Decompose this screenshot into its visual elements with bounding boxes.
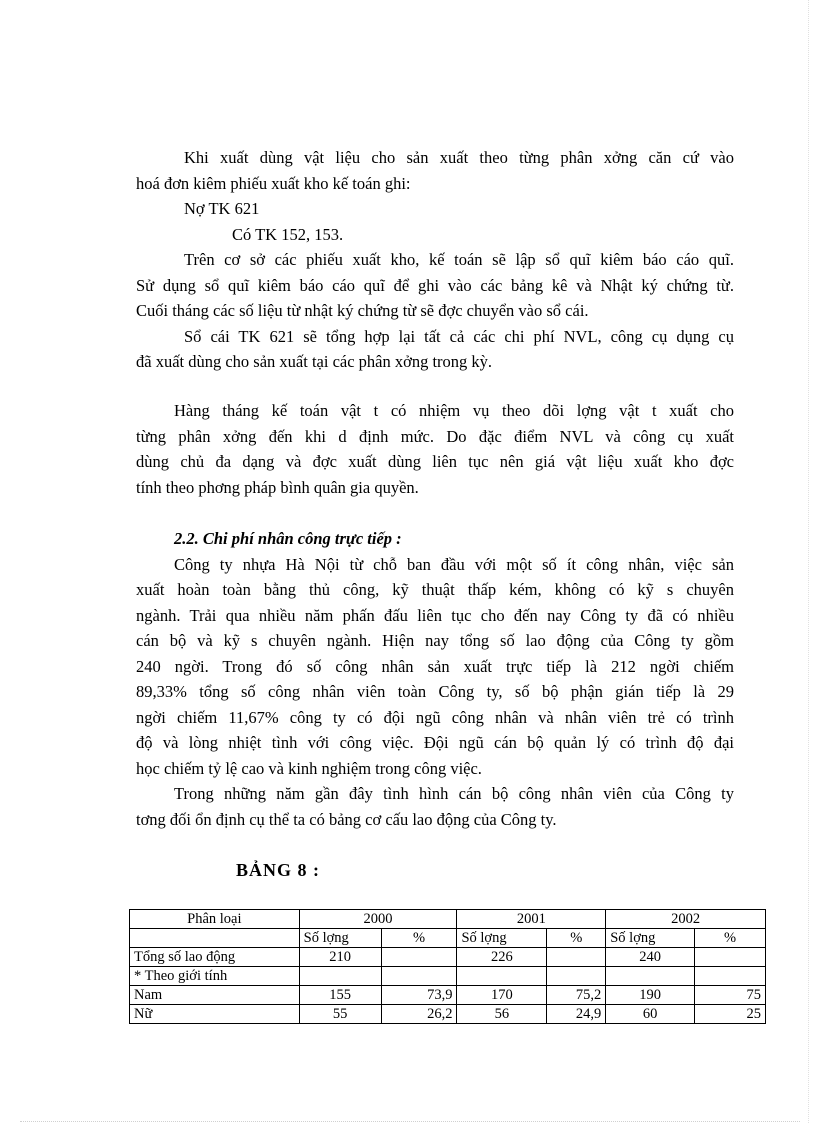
table-cell: 155 xyxy=(299,986,381,1005)
table-cell: 24,9 xyxy=(547,1005,606,1024)
row-label: Tổng số lao động xyxy=(130,948,300,967)
paragraph-line: Sổ cái TK 621 sẽ tổng hợp lại tất cả các chi phí NVL, công cụ dụng cụ xyxy=(184,326,734,346)
table-title: BẢNG 8 : xyxy=(236,860,320,880)
table-cell: 170 xyxy=(457,986,547,1005)
table-row xyxy=(130,986,766,1005)
row-label: * Theo giới tính xyxy=(130,967,300,986)
table-cell: 73,9 xyxy=(381,986,457,1005)
paragraph-line: 240 ngời. Trong đó số công nhân sản xuất trực tiếp là 212 ngời chiếm xyxy=(136,656,734,676)
paragraph-line: học chiếm tỷ lệ cao và kinh nghiệm trong công việc. xyxy=(136,758,482,778)
table-cell xyxy=(381,967,457,986)
table-cell xyxy=(547,948,606,967)
paragraph-line: Hàng tháng kế toán vật t có nhiệm vụ theo dõi lợng vật t xuất cho xyxy=(174,401,734,420)
paragraph-line: Sử dụng sổ quĩ kiêm báo cáo quĩ để ghi vào các bảng kê và Nhật ký chứng từ. xyxy=(136,275,734,295)
section-heading: 2.2. Chi phí nhân công trực tiếp : xyxy=(174,529,402,548)
table-cell xyxy=(457,967,547,986)
page-bottom-border xyxy=(20,1121,800,1122)
paragraph-line: ngời chiếm 11,67% công ty có đội ngũ công nhân và nhân viên trẻ có trình xyxy=(136,707,734,727)
subheader-pct: % xyxy=(695,929,766,948)
table-row xyxy=(130,1005,766,1024)
subheader-pct: % xyxy=(381,929,457,948)
paragraph-line: từng phân xởng đến khi d định mức. Do đặc điểm NVL và công cụ xuất xyxy=(136,426,734,446)
table-header-row xyxy=(130,910,766,929)
page-right-border xyxy=(808,0,809,1123)
paragraph-line: độ và lòng nhiệt tình với công việc. Đội ngũ cán bộ quản lý có trình độ đại xyxy=(136,733,734,752)
paragraph-line: tơng đối ổn định cụ thể ta có bảng cơ cấu lao động của Công ty. xyxy=(136,809,557,829)
table-cell xyxy=(299,967,381,986)
text-section-1 xyxy=(136,145,734,375)
text-section-2 xyxy=(136,398,734,500)
paragraph-line: tính theo phơng pháp bình quân gia quyền. xyxy=(136,477,419,497)
subheader-count: Số lợng xyxy=(457,929,547,948)
subheader-pct: % xyxy=(547,929,606,948)
table-cell: 240 xyxy=(606,948,695,967)
paragraph-line: xuất hoàn toàn bằng thủ công, kỹ thuật thấp kém, không có kỹ s chuyên xyxy=(136,580,734,599)
table-cell xyxy=(547,967,606,986)
paragraph-line: Trên cơ sở các phiếu xuất kho, kế toán sẽ lập sổ quĩ kiêm báo cáo quĩ. xyxy=(184,250,734,269)
paragraph-line: Cuối tháng các số liệu từ nhật ký chứng từ sẽ đợc chuyển vào sổ cái. xyxy=(136,301,589,320)
table-cell: 226 xyxy=(457,948,547,967)
row-label: Nữ xyxy=(130,1005,300,1024)
header-year: 2002 xyxy=(606,910,766,929)
header-year: 2001 xyxy=(457,910,606,929)
entry-debit: Nợ TK 621 xyxy=(184,199,260,218)
table-cell: 55 xyxy=(299,1005,381,1024)
table-cell: 25 xyxy=(695,1005,766,1024)
table-cell: 75,2 xyxy=(547,986,606,1005)
header-category: Phân loại xyxy=(130,910,300,929)
paragraph-line: đã xuất dùng cho sản xuất tại các phân xởng trong kỳ. xyxy=(136,352,493,371)
paragraph-line: hoá đơn kiêm phiếu xuất kho kế toán ghi: xyxy=(136,173,411,193)
table-cell: 56 xyxy=(457,1005,547,1024)
table-cell: 75 xyxy=(695,986,766,1005)
table-cell: 26,2 xyxy=(381,1005,457,1024)
labor-structure-table xyxy=(129,909,766,1024)
row-label: Nam xyxy=(130,986,300,1005)
subheader-count: Số lợng xyxy=(299,929,381,948)
table-row xyxy=(130,948,766,967)
subheader-count: Số lợng xyxy=(606,929,695,948)
table-row xyxy=(130,967,766,986)
table-cell xyxy=(130,929,300,948)
paragraph-line: cán bộ và kỹ s chuyên ngành. Hiện nay tổng số lao động của Công ty gồm xyxy=(136,631,734,650)
header-year: 2000 xyxy=(299,910,457,929)
entry-credit: Có TK 152, 153. xyxy=(232,224,344,244)
paragraph-line: Khi xuất dùng vật liệu cho sản xuất theo từng phân xởng căn cứ vào xyxy=(184,148,734,167)
paragraph-line: Công ty nhựa Hà Nội từ chỗ ban đầu với một số ít công nhân, việc sản xyxy=(174,554,734,574)
table-cell xyxy=(381,948,457,967)
paragraph-line: 89,33% tổng số công nhân viên toàn Công ty, số bộ phận gián tiếp là 29 xyxy=(136,682,734,701)
paragraph-line: Trong những năm gần đây tình hình cán bộ công nhân viên của Công ty xyxy=(174,784,734,803)
table-cell: 190 xyxy=(606,986,695,1005)
table-cell xyxy=(695,948,766,967)
paragraph-line: dùng chủ đa dạng và đợc xuất dùng liên tục nên giá vật liệu xuất kho đợc xyxy=(136,452,734,471)
paragraph-line: ngành. Trải qua nhiều năm phấn đấu liên tục cho đến nay Công ty đã có nhiều xyxy=(136,605,734,625)
table-subheader-row xyxy=(130,929,766,948)
table-cell: 210 xyxy=(299,948,381,967)
text-section-3 xyxy=(136,526,734,832)
table-cell xyxy=(695,967,766,986)
table-cell xyxy=(606,967,695,986)
table-cell: 60 xyxy=(606,1005,695,1024)
